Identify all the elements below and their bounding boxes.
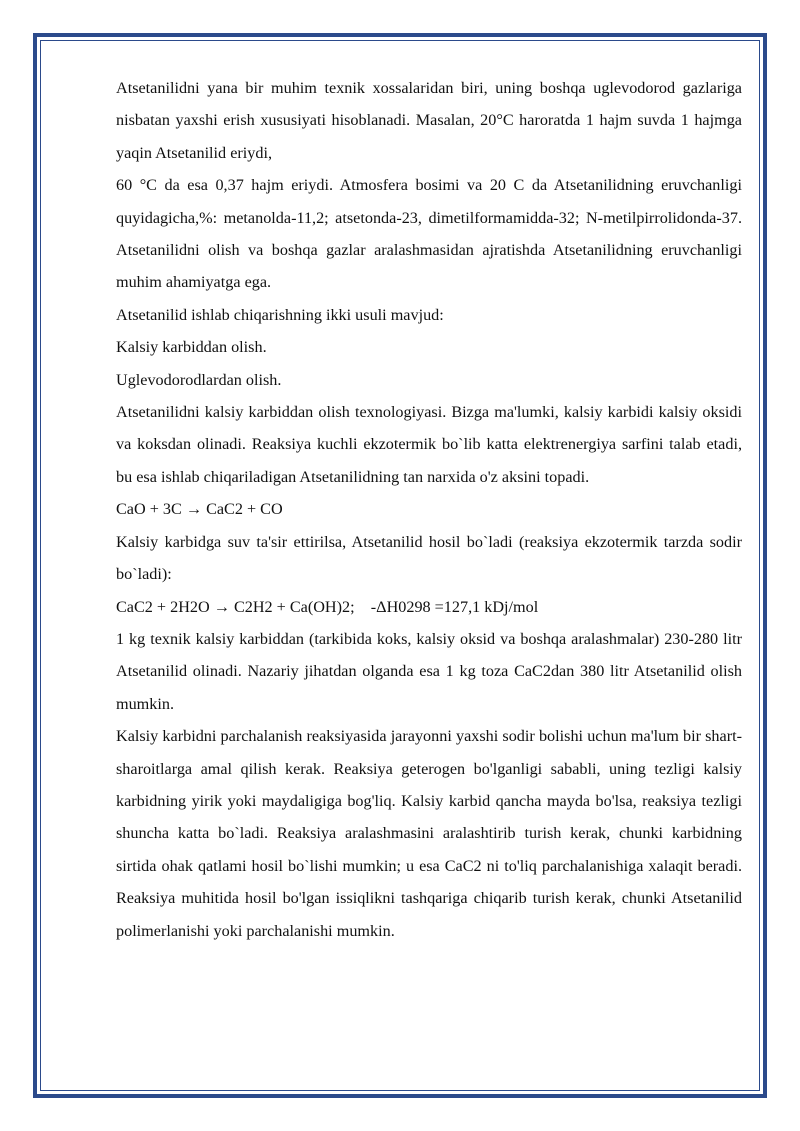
paragraph-solubility-intro: Atsetanilidni yana bir muhim texnik xossalaridan biri, uning boshqa uglevodorod gazlariga nisbatan yaxshi erish xususiyati hisoblanadi. Masalan, 20°C haroratda 1 hajm suvda 1 hajmga yaqin Atsetanilid eriydi, [116, 79, 742, 162]
document-body [116, 72, 742, 947]
equation-cao-carbon: CaO + 3C → CaC2 + CO [116, 500, 283, 519]
list-item-calcium-carbide: Kalsiy karbiddan olish. [116, 338, 267, 357]
paragraph-production-methods: Atsetanilid ishlab chiqarishning ikki usuli mavjud: [116, 305, 444, 324]
list-item-hydrocarbons: Uglevodorodlardan olish. [116, 370, 282, 389]
paragraph-decomposition-conditions: Kalsiy karbidni parchalanish reaksiyasida jarayonni yaxshi sodir bolishi uchun ma'lum bir shart-sharoitlarga amal qilish kerak. Reaksiya geterogen bo'lganligi sababli, uning tezligi kalsiy karbidning yirik yoki maydaligiga bog'liq. Kalsiy karbid qancha mayda bo'lsa, reaksiya tezligi shuncha katta bo`ladi. Reaksiya aralashmasini aralashtirib turish kerak, chunki karbidning sirtida ohak qatlami hosil bo`lishi mumkin; u esa CaC2 ni to'liq parchalanishiga xalaqit beradi. Reaksiya muhitida hosil bo'lgan issiqlikni tashqariga chiqarib turish kerak, chunki Atsetanilid polimerlanishi yoki parchalanishi mumkin. [116, 727, 742, 940]
paragraph-water-reaction: Kalsiy karbidga suv ta'sir ettirilsa, Atsetanilid hosil bo`ladi (reaksiya ekzotermik tarzda sodir bo`ladi): [116, 532, 742, 584]
paragraph-solubility-values: 60 °C da esa 0,37 hajm eriydi. Atmosfera bosimi va 20 C da Atsetanilidning eruvchanligi quyidagicha,%: metanolda-11,2; atsetonda-23, dimetilformamidda-32; N-metilpirrolidonda-37. Atsetanilidni olish va boshqa gazlar aralashmasidan ajratishda Atsetanilidning eruvchanligi muhim ahamiyatga ega. [116, 176, 742, 292]
paragraph-carbide-technology: Atsetanilidni kalsiy karbiddan olish texnologiyasi. Bizga ma'lumki, kalsiy karbidi kalsiy oksidi va koksdan olinadi. Reaksiya kuchli ekzotermik bo`lib katta elektrenergiya sarfini talab etadi, bu esa ishlab chiqariladigan Atsetanilidning tan narxida o'z aksini topadi. [116, 403, 742, 486]
paragraph-yield: 1 kg texnik kalsiy karbiddan (tarkibida koks, kalsiy oksid va boshqa aralashmalar) 230-280 litr Atsetanilid olinadi. Nazariy jihatdan olganda esa 1 kg toza CaC2dan 380 litr Atsetanilid olish mumkin. [116, 629, 742, 713]
equation-cac2-water: CaC2 + 2H2O → C2H2 + Ca(OH)2; -ΔH0298 =127,1 kDj/mol [116, 597, 539, 616]
